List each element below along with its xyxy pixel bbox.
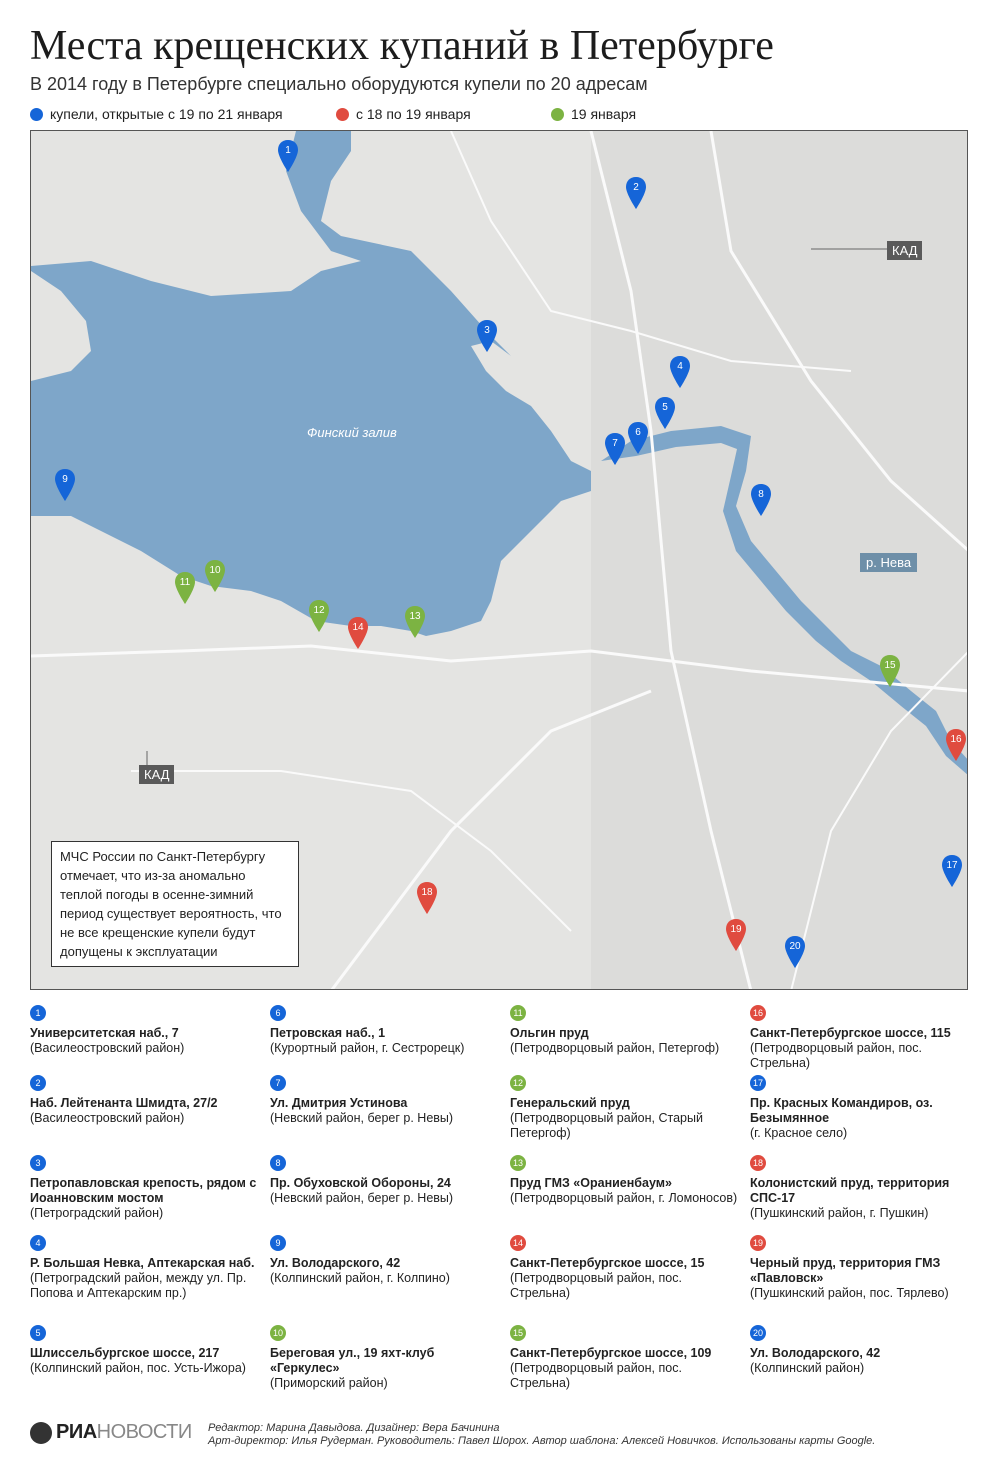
legend-item-green: [551, 106, 636, 122]
location-name: Санкт-Петербургское шоссе, 115: [750, 1026, 951, 1040]
location-district: (Петродворцовый район, пос. Стрельна): [510, 1271, 682, 1300]
map-pin[interactable]: [404, 605, 426, 639]
map-pin-number: 14: [352, 622, 364, 633]
number-badge: 11: [510, 1005, 526, 1021]
location-name: Наб. Лейтенанта Шмидта, 27/2: [30, 1096, 218, 1110]
map-pin-number: 9: [62, 474, 68, 485]
list-item: [270, 1005, 505, 1056]
location-name: Черный пруд, территория ГМЗ «Павловск»: [750, 1256, 941, 1285]
map-pin[interactable]: [725, 918, 747, 952]
location-district: (Петродворцовый район, Петергоф): [510, 1041, 720, 1055]
number-badge: 5: [30, 1325, 46, 1341]
number-badge: 17: [750, 1075, 766, 1091]
number-badge: 3: [30, 1155, 46, 1171]
legend-label: купели, открытые с 19 по 21 января: [50, 106, 283, 122]
location-name: Петровская наб., 1: [270, 1026, 386, 1040]
legend-item-red: [336, 106, 471, 122]
number-badge: 8: [270, 1155, 286, 1171]
warning-note: МЧС России по Санкт-Петербургу отмечает, что из-за аномально теплой погоды в осенне-зимний период существует вероятность, что не все крещенские купели будут допущены к эксплуатации: [51, 841, 299, 967]
number-badge: 14: [510, 1235, 526, 1251]
map-pin-number: 19: [730, 924, 742, 935]
location-district: (Петроградский район, между ул. Пр. Попова и Аптекарским пр.): [30, 1271, 247, 1300]
map[interactable]: [30, 130, 968, 990]
list-item: [750, 1155, 985, 1221]
location-name: Шлиссельбургское шоссе, 217: [30, 1346, 220, 1360]
list-item: [510, 1075, 745, 1141]
number-badge: 16: [750, 1005, 766, 1021]
location-district: (Колпинский район, пос. Усть-Ижора): [30, 1361, 246, 1375]
number-badge: 12: [510, 1075, 526, 1091]
map-pin[interactable]: [476, 319, 498, 353]
location-name: Ул. Володарского, 42: [750, 1346, 881, 1360]
map-pin-number: 16: [950, 734, 962, 745]
list-item: [30, 1155, 265, 1221]
map-pin-number: 10: [209, 565, 221, 576]
location-district: (Приморский район): [270, 1376, 388, 1390]
map-pin-number: 17: [946, 860, 958, 871]
location-name: Ольгин пруд: [510, 1026, 589, 1040]
list-item: [30, 1005, 265, 1056]
legend-item-blue: [30, 106, 283, 122]
location-name: Петропавловская крепость, рядом с Иоанновским мостом: [30, 1176, 257, 1205]
map-pin-number: 12: [313, 605, 325, 616]
map-pin-number: 2: [633, 182, 639, 193]
location-district: (Колпинский район): [750, 1361, 865, 1375]
legend-label: с 18 по 19 января: [356, 106, 471, 122]
credits: [208, 1422, 875, 1448]
map-pin-number: 6: [635, 427, 641, 438]
red-dot-icon: [336, 108, 349, 121]
map-pin-number: 1: [285, 145, 291, 156]
map-pin-number: 8: [758, 489, 764, 500]
number-badge: 1: [30, 1005, 46, 1021]
location-name: Пруд ГМЗ «Ораниенбаум»: [510, 1176, 672, 1190]
location-name: Ул. Дмитрия Устинова: [270, 1096, 408, 1110]
map-pin[interactable]: [347, 616, 369, 650]
location-name: Пр. Обуховской Обороны, 24: [270, 1176, 451, 1190]
location-name: Санкт-Петербургское шоссе, 15: [510, 1256, 705, 1270]
location-district: (Невский район, берег р. Невы): [270, 1191, 454, 1205]
ria-novosti-logo: РИА НОВОСТИ: [30, 1421, 192, 1444]
gulf-label: Финский залив: [307, 425, 397, 440]
list-item: [30, 1325, 265, 1376]
map-pin[interactable]: [784, 935, 806, 969]
map-pin[interactable]: [669, 355, 691, 389]
map-pin-number: 5: [662, 402, 668, 413]
location-district: (Невский район, берег р. Невы): [270, 1111, 454, 1125]
location-district: (Петродворцовый район, пос. Стрельна): [750, 1041, 922, 1070]
map-pin[interactable]: [750, 483, 772, 517]
credits-line: Редактор: Марина Давыдова. Дизайнер: Вера Бачинина: [208, 1422, 500, 1434]
location-name: Генеральский пруд: [510, 1096, 630, 1110]
list-item: [510, 1005, 745, 1056]
blue-dot-icon: [30, 108, 43, 121]
number-badge: 20: [750, 1325, 766, 1341]
list-item: [750, 1325, 985, 1376]
map-pin[interactable]: [604, 432, 626, 466]
number-badge: 7: [270, 1075, 286, 1091]
map-pin[interactable]: [625, 176, 647, 210]
location-district: (Петродворцовый район, пос. Стрельна): [510, 1361, 682, 1390]
location-name: Университетская наб., 7: [30, 1026, 179, 1040]
number-badge: 15: [510, 1325, 526, 1341]
map-pin-number: 4: [677, 361, 683, 372]
map-pin[interactable]: [879, 654, 901, 688]
map-pin-number: 18: [421, 887, 433, 898]
number-badge: 19: [750, 1235, 766, 1251]
page-subtitle: В 2014 году в Петербурге специально оборудуются купели по 20 адресам: [30, 74, 648, 94]
location-district: (Колпинский район, г. Колпино): [270, 1271, 450, 1285]
location-name: Санкт-Петербургское шоссе, 109: [510, 1346, 712, 1360]
map-pin[interactable]: [204, 559, 226, 593]
globe-icon: [30, 1422, 52, 1444]
map-pin[interactable]: [308, 599, 330, 633]
map-pin[interactable]: [654, 396, 676, 430]
legend-label: 19 января: [571, 106, 637, 122]
list-item: [270, 1155, 505, 1206]
map-pin[interactable]: [174, 571, 196, 605]
location-district: (Петроградский район): [30, 1206, 164, 1220]
list-item: [510, 1155, 745, 1206]
list-item: [270, 1075, 505, 1126]
number-badge: 4: [30, 1235, 46, 1251]
location-name: Береговая ул., 19 яхт-клуб «Геркулес»: [270, 1346, 435, 1375]
location-district: (Пушкинский район, пос. Тярлево): [750, 1286, 949, 1300]
list-item: [750, 1075, 985, 1141]
list-item: [30, 1235, 265, 1301]
location-district: (г. Красное село): [750, 1126, 848, 1140]
map-pin[interactable]: [941, 854, 963, 888]
list-item: [270, 1325, 505, 1391]
number-badge: 6: [270, 1005, 286, 1021]
green-dot-icon: [551, 108, 564, 121]
location-district: (Курортный район, г. Сестрорецк): [270, 1041, 465, 1055]
number-badge: 9: [270, 1235, 286, 1251]
map-pin-number: 3: [484, 325, 490, 336]
map-pin[interactable]: [277, 139, 299, 173]
number-badge: 2: [30, 1075, 46, 1091]
map-pin[interactable]: [54, 468, 76, 502]
location-name: Р. Большая Невка, Аптекарская наб.: [30, 1256, 255, 1270]
location-district: (Василеостровский район): [30, 1111, 185, 1125]
location-name: Пр. Красных Командиров, оз. Безымянное: [750, 1096, 933, 1125]
location-district: (Петродворцовый район, Старый Петергоф): [510, 1111, 703, 1140]
location-name: Ул. Володарского, 42: [270, 1256, 401, 1270]
number-badge: 18: [750, 1155, 766, 1171]
kad-label: КАД: [887, 241, 922, 260]
number-badge: 13: [510, 1155, 526, 1171]
location-name: Колонистский пруд, территория СПС-17: [750, 1176, 950, 1205]
kad-label: КАД: [139, 765, 174, 784]
map-pin-number: 11: [179, 577, 191, 588]
page-title: Места крещенских купаний в Петербурге: [30, 23, 774, 69]
number-badge: 10: [270, 1325, 286, 1341]
neva-label: р. Нева: [860, 553, 917, 572]
map-pin-number: 15: [884, 660, 896, 671]
map-pin-number: 13: [409, 611, 421, 622]
list-item: [510, 1235, 745, 1301]
list-item: [270, 1235, 505, 1286]
list-item: [750, 1005, 985, 1071]
map-pin-number: 7: [612, 438, 618, 449]
map-pin-number: 20: [789, 941, 801, 952]
location-district: (Петродворцовый район, г. Ломоносов): [510, 1191, 738, 1205]
map-pin[interactable]: [945, 728, 967, 762]
list-item: [510, 1325, 745, 1391]
credits-line: Арт-директор: Илья Рудерман. Руководитель: Павел Шорох. Автор шаблона: Алексей Новичков. Использованы карты Google.: [208, 1435, 876, 1447]
map-pin[interactable]: [627, 421, 649, 455]
location-district: (Пушкинский район, г. Пушкин): [750, 1206, 929, 1220]
map-pin[interactable]: [416, 881, 438, 915]
location-district: (Василеостровский район): [30, 1041, 185, 1055]
list-item: [30, 1075, 265, 1126]
list-item: [750, 1235, 985, 1301]
